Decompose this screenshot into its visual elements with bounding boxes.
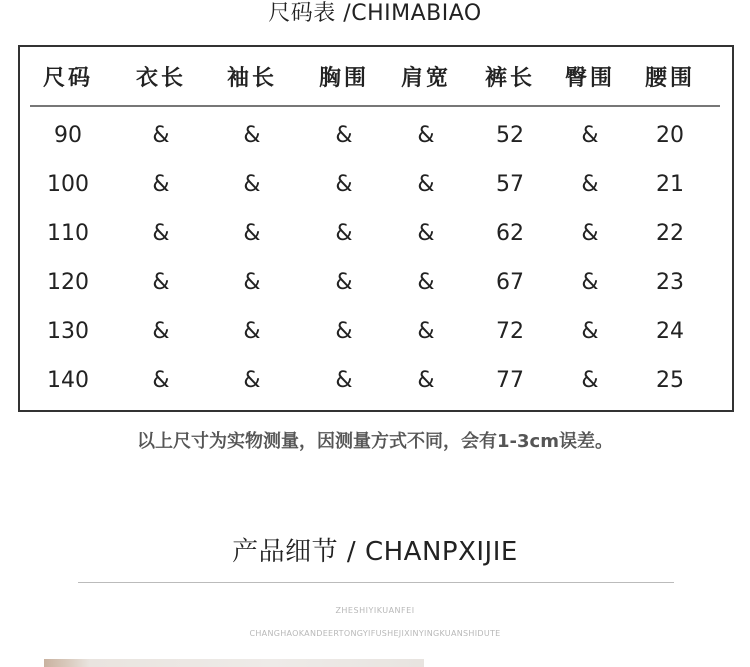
- shoulder-cell: &: [417, 172, 435, 197]
- hip-cell: &: [581, 368, 599, 393]
- chest-cell: &: [335, 123, 353, 148]
- sleeve-length-cell: &: [243, 270, 261, 295]
- pants-length-cell: 67: [496, 270, 524, 295]
- pants-length-cell: 62: [496, 221, 524, 246]
- measurement-note: 以上尺寸为实物测量，因测量方式不同，会有1-3cm误差。: [137, 431, 613, 452]
- top-length-cell: &: [152, 270, 170, 295]
- header-pants-length: 裤长: [484, 66, 535, 91]
- hip-cell: &: [581, 319, 599, 344]
- sleeve-length-cell: &: [243, 172, 261, 197]
- section-subtitle: ZHESHIYIKUANFEI: [335, 606, 415, 615]
- waist-cell: 25: [656, 368, 684, 393]
- waist-cell: 21: [656, 172, 684, 197]
- sleeve-length-cell: &: [243, 368, 261, 393]
- shoulder-cell: &: [417, 221, 435, 246]
- header-sleeve-length: 袖长: [226, 66, 277, 91]
- header-top-length: 衣长: [135, 66, 186, 91]
- sleeve-length-cell: &: [243, 221, 261, 246]
- top-length-cell: &: [152, 123, 170, 148]
- pants-length-cell: 77: [496, 368, 524, 393]
- header-size: 尺码: [42, 66, 93, 91]
- top-length-cell: &: [152, 221, 170, 246]
- size-cell: 120: [47, 270, 89, 295]
- chest-cell: &: [335, 368, 353, 393]
- table-row: [20, 317, 732, 347]
- hip-cell: &: [581, 270, 599, 295]
- chest-cell: &: [335, 172, 353, 197]
- size-chart-table: [18, 45, 734, 412]
- chest-cell: &: [335, 319, 353, 344]
- waist-cell: 23: [656, 270, 684, 295]
- top-length-cell: &: [152, 319, 170, 344]
- top-length-cell: &: [152, 172, 170, 197]
- header-waist: 腰围: [644, 66, 695, 91]
- header-hip: 臀围: [564, 66, 615, 91]
- size-cell: 110: [47, 221, 89, 246]
- hip-cell: &: [581, 123, 599, 148]
- size-cell: 140: [47, 368, 89, 393]
- chest-cell: &: [335, 221, 353, 246]
- size-cell: 130: [47, 319, 89, 344]
- shoulder-cell: &: [417, 319, 435, 344]
- pants-length-cell: 57: [496, 172, 524, 197]
- waist-cell: 24: [656, 319, 684, 344]
- sleeve-length-cell: &: [243, 123, 261, 148]
- size-cell: 90: [54, 123, 82, 148]
- table-row: [20, 268, 732, 298]
- product-details-title: 产品细节 / CHANPXIJIE: [232, 537, 518, 567]
- shoulder-cell: &: [417, 123, 435, 148]
- section-subtitle: CHANGHAOKANDEERTONGYIFUSHEJIXINYINGKUANSHIDUTE: [249, 629, 501, 638]
- pants-length-cell: 72: [496, 319, 524, 344]
- size-chart-header-row: [20, 47, 732, 107]
- table-row: [20, 366, 732, 396]
- section-divider: [78, 582, 674, 583]
- hip-cell: &: [581, 221, 599, 246]
- size-chart-title: 尺码表 /CHIMABIAO: [268, 1, 482, 26]
- shoulder-cell: &: [417, 368, 435, 393]
- size-cell: 100: [47, 172, 89, 197]
- hip-cell: &: [581, 172, 599, 197]
- table-row: [20, 219, 732, 249]
- pants-length-cell: 52: [496, 123, 524, 148]
- table-row: [20, 121, 732, 151]
- table-row: [20, 170, 732, 200]
- product-photo: [44, 659, 424, 667]
- header-divider: [30, 105, 720, 107]
- chest-cell: &: [335, 270, 353, 295]
- sleeve-length-cell: &: [243, 319, 261, 344]
- waist-cell: 20: [656, 123, 684, 148]
- shoulder-cell: &: [417, 270, 435, 295]
- header-chest: 胸围: [318, 66, 369, 91]
- header-shoulder: 肩宽: [400, 66, 451, 91]
- waist-cell: 22: [656, 221, 684, 246]
- top-length-cell: &: [152, 368, 170, 393]
